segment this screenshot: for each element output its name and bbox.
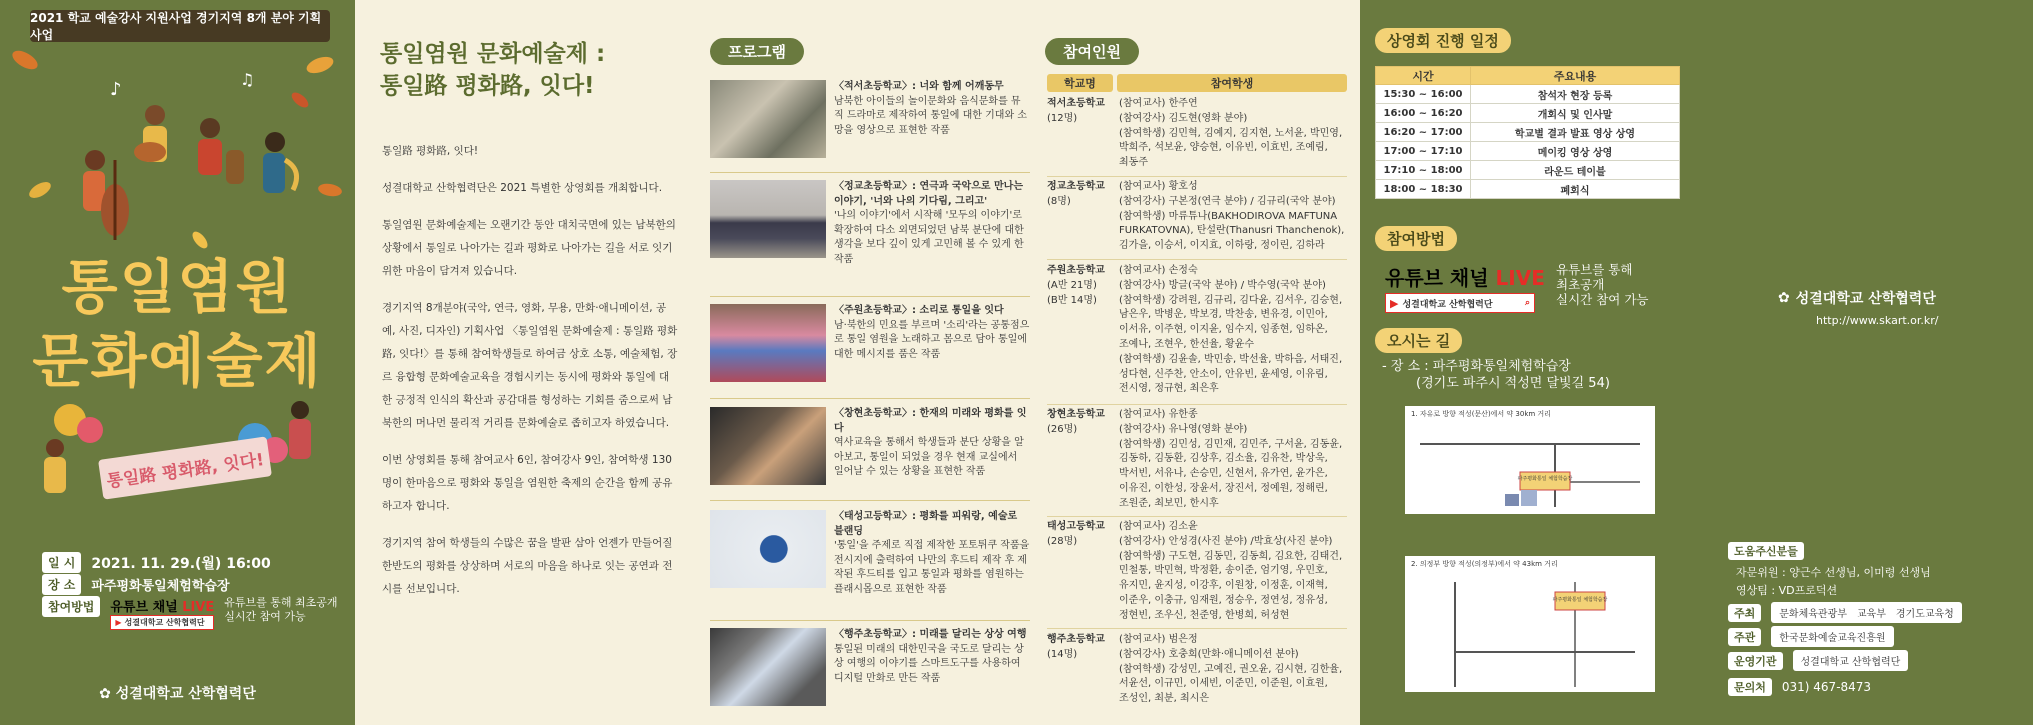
school-line: 조예나, 조현우, 한선율, 황윤수 [1119, 338, 1254, 350]
school-count: (A반 21명) (B반 14명) [1047, 279, 1097, 306]
school-line: 성다현, 신주찬, 안소이, 안유빈, 윤세영, 이유림, [1119, 368, 1328, 380]
cover-footer-text: 성결대학교 산학협력단 [115, 686, 256, 702]
intro-paragraph: 경기지역 참여 학생들의 수많은 꿈을 발판 삼아 언젠가 만들어질 한반도의 평화를 상상하며 서로의 마음을 하나로 잇는 공연과 전시를 선보입니다. [382, 537, 673, 595]
guitarist-figure [134, 105, 167, 162]
schedule-time: 15:30 ~ 16:00 [1376, 85, 1471, 104]
place-info [1382, 358, 1610, 392]
host-org: 교육부 [1856, 609, 1886, 620]
school-row [1047, 180, 1347, 254]
intro-title-line1: 통일염원 문화예술제 : [380, 41, 606, 67]
intro-title-line2: 통일路 평화路, 잇다! [380, 73, 595, 99]
help-label: 도움주신분들 [1728, 542, 1804, 560]
host-orgs [1771, 602, 1962, 623]
schedule-heading: 상영회 진행 일정 [1375, 28, 1511, 53]
contact-row [1728, 678, 1871, 696]
program-item [710, 407, 1030, 495]
map-caption: 2. 의정부 방향 적성(의정부)에서 약 43km 거리 [1411, 560, 1558, 568]
back-panel [1698, 0, 2033, 725]
contact-label: 문의처 [1728, 678, 1772, 696]
back-logo [1778, 288, 1936, 308]
school-line: (참여교사) 한주연 [1119, 98, 1198, 109]
music-note-icon: ♫ [240, 70, 255, 89]
school-line: 이준우, 이충규, 임재원, 정승우, 정연성, 정유성, [1119, 594, 1328, 606]
map-route-1 [1405, 406, 1655, 514]
school-line: 이서유, 이주현, 이지윤, 임수지, 임종현, 임하온, [1119, 324, 1328, 336]
school-name: 창현초등학교 [1047, 409, 1105, 420]
school-row [1047, 97, 1347, 171]
schedule-table [1375, 66, 1680, 199]
cover-banner: 2021 학교 예술강사 지원사업 경기지역 8개 분야 기획사업 [30, 10, 330, 42]
youtube-icon: ▶ [115, 618, 122, 627]
school-line: 이유진, 이한성, 장윤서, 장진서, 정예원, 정해린, [1119, 482, 1328, 494]
divider [710, 500, 1030, 501]
cover-title [0, 250, 355, 398]
school-line: (참여학생) 김민성, 김민재, 김민주, 구서윤, 김동윤, [1119, 438, 1343, 450]
program-item-head: 〈정교초등학교〉: 연극과 국악으로 만나는 이야기, '너와 나의 기다림, 그리고' [834, 181, 1024, 207]
operator-label: 운영기관 [1728, 652, 1783, 670]
school-line: 조성인, 최분, 최시은 [1119, 693, 1209, 705]
place-label: 장 소 [42, 574, 81, 595]
method-row [42, 596, 344, 630]
program-item-head: 〈행주초등학교〉: 미래를 달리는 상상 여행 [834, 629, 1027, 640]
program-item [710, 304, 1030, 392]
university-logo-icon: ✿ [99, 686, 111, 702]
youtube-block [110, 596, 214, 630]
school-line: 박희주, 석보윤, 양승현, 이유빈, 이효빈, 조예림, [1119, 142, 1328, 154]
date-row [42, 552, 271, 573]
program-photo [710, 304, 826, 382]
youtube-icon: ▶ [1390, 296, 1399, 310]
map-label: 파주평화통일 체험학습장 [1552, 597, 1608, 603]
program-item [710, 628, 1030, 716]
school-line: 정현빈, 조우신, 천준영, 한병희, 허성현 [1119, 609, 1290, 621]
school-line: 서윤선, 이규민, 이세빈, 이준민, 이준원, 이효원, [1119, 678, 1328, 690]
school-name: 적서초등학교 [1047, 98, 1105, 109]
schedule-row [1376, 161, 1680, 180]
host-row [1728, 602, 1962, 623]
youtube-live: LIVE [1495, 266, 1545, 290]
program-item [710, 180, 1030, 268]
schedule-row [1376, 123, 1680, 142]
school-line: 전시영, 정규현, 최은후 [1119, 383, 1219, 395]
contact-value: 031) 467-8473 [1781, 680, 1872, 694]
program-item [710, 510, 1030, 598]
divider [1047, 404, 1347, 405]
school-name: 행주초등학교 [1047, 634, 1105, 645]
divider [1047, 628, 1347, 629]
schedule-time: 17:00 ~ 17:10 [1376, 142, 1471, 161]
youtube-channel: 성결대학교 산학협력단 [124, 618, 205, 627]
divider [1047, 259, 1347, 260]
school-line: 김가을, 이승서, 이지효, 이하랑, 정이린, 김하라 [1119, 240, 1325, 252]
map-route-2 [1405, 556, 1655, 692]
schedule-row [1376, 104, 1680, 123]
date-label: 일 시 [42, 552, 81, 573]
school-line: (참여학생) 마류튜나(BAKHODIROVA MAFTUNA [1119, 210, 1338, 222]
program-item-head: 〈주원초등학교〉: 소리로 통일을 잇다 [834, 305, 1004, 316]
school-line: FURKATOVNA), 탄설란(Thanusri Thanchenok), [1119, 225, 1345, 237]
youtube-search[interactable] [1385, 293, 1535, 313]
operator-row [1728, 650, 1908, 671]
school-row [1047, 408, 1347, 512]
date-value: 2021. 11. 29.(월) 16:00 [91, 555, 271, 572]
school-count: (28명) [1047, 535, 1078, 547]
intro-paragraph: 통일염원 문화예술제는 오랜기간 동안 대치국면에 있는 남북한의 상황에서 통일로 나아가는 길과 평화로 나아가는 길을 서로 잇기 위한 마음이 담겨져 있습니다. [382, 219, 676, 277]
intro-panel [355, 0, 695, 725]
intro-paragraph: 경기지역 8개분야(국악, 연극, 영화, 무용, 만화·애니메이션, 공예, 사진, 디자인) 기획사업 〈통일염원 문화예술제 : 통일路 평화路, 잇다!〉를 통해 참여학생들로 하여금 상호 소통, 예술체험, 장르 융합형 문화예술교육을 경험시키는 동시에 평화와 통일에 대한 긍정적 인식의 확산과 공감대를 형성하는 기회를 줌으로써 남북한의 머나먼 물리적 거리를 문화예술로 좁히고자 하였습니다. [382, 302, 678, 429]
school-line: (참여강사) 방글(국악 분야) / 박수영(국악 분야) [1119, 279, 1326, 291]
school-count: (26명) [1047, 423, 1078, 435]
schedule-time: 18:00 ~ 18:30 [1376, 180, 1471, 199]
help-line: 자문위원 : 양근수 선생님, 이미령 선생님 [1736, 566, 1931, 579]
program-item-body: 남·북한의 민요를 부르며 '소리'라는 공통점으로 통일 염원을 노래하고 몸으로 담아 통일에 대한 메시지를 품은 작품 [834, 319, 1030, 360]
method-label: 참여방법 [42, 596, 100, 617]
school-line: (참여학생) 강성민, 고예진, 권오윤, 김시현, 김한율, [1119, 663, 1343, 675]
program-photo [710, 80, 826, 158]
school-line: 유지민, 윤지성, 이강후, 이원창, 이정훈, 이재혁, [1119, 580, 1328, 592]
school-line: (참여학생) 김윤솔, 박민송, 박선율, 박하음, 서태진, [1119, 353, 1343, 365]
youtube-live: LIVE [182, 600, 215, 615]
schedule-content: 참석자 현장 등록 [1471, 85, 1680, 104]
program-item-body: '나의 이야기'에서 시작해 '모두의 이야기'로 확장하여 다소 외면되었던 남북 분단에 대한 생각을 보다 깊이 있게 고민해 볼 수 있게 한 작품 [834, 210, 1024, 265]
school-line: (참여교사) 유한종 [1119, 409, 1198, 420]
program-photo [710, 407, 826, 485]
school-line: (참여학생) 강려원, 김규리, 김다윤, 김서우, 김승현, [1119, 294, 1343, 306]
program-item-body: 통일된 미래의 대한민국을 국도로 달리는 상상 여행의 이야기를 스마트도구를 사용하여 디지털 만화로 만든 작품 [834, 643, 1024, 684]
school-count: (14명) [1047, 648, 1078, 660]
saxophonist-figure [263, 132, 297, 193]
route-map-2 [1405, 572, 1655, 692]
school-line: 조원준, 최보민, 한시후 [1119, 497, 1219, 509]
bassist-figure [83, 150, 129, 240]
back-logo-text: 성결대학교 산학협력단 [1795, 291, 1936, 307]
school-line: (참여교사) 황호성 [1119, 181, 1198, 192]
school-count: (8명) [1047, 195, 1071, 207]
schedule-content: 개회식 및 인사말 [1471, 104, 1680, 123]
school-line: (참여학생) 구도현, 김동민, 김동희, 김요한, 김태건, [1119, 550, 1343, 562]
program-panel [695, 0, 1035, 725]
cover-title-line1: 통일염원 [61, 253, 294, 321]
cover-title-line2: 문화예술제 [32, 327, 323, 395]
school-line: (참여강사) 호충희(만화·애니메이션 분야) [1119, 648, 1299, 660]
intro-title [380, 38, 605, 102]
school-line: (참여교사) 범은정 [1119, 634, 1198, 645]
place-line: (경기도 파주시 적성면 달빛길 54) [1416, 376, 1610, 391]
intro-paragraph: 이번 상영회를 통해 참여교사 6인, 참여강사 9인, 참여학생 130명이 한마음으로 평화와 통일을 염원한 축제의 순간을 함께 공유하고자 합니다. [382, 454, 673, 512]
cover-panel [0, 0, 355, 725]
help-line: 영상팀 : VD프로덕션 [1736, 584, 1838, 597]
divider [710, 296, 1030, 297]
organizer-org: 한국문화예술교육진흥원 [1771, 626, 1893, 647]
organizer-label: 주관 [1728, 628, 1761, 646]
method-heading: 참여방법 [1375, 226, 1457, 251]
map-caption: 1. 자유로 방향 적성(문산)에서 약 30km 거리 [1411, 410, 1551, 418]
schedule-content: 라운드 테이블 [1471, 161, 1680, 180]
program-item-body: 남북한 아이들의 놀이문화와 음식문화를 뮤직 드라마로 제작하여 통일에 대한 기대와 소망을 영상으로 표현한 작품 [834, 95, 1027, 136]
participants-heading: 참여인원 [1045, 38, 1139, 65]
school-count: (12명) [1047, 112, 1078, 124]
website-link[interactable]: http://www.skart.or.kr/ [1816, 314, 1939, 327]
divider [1047, 516, 1347, 517]
leaf [27, 179, 54, 201]
school-line: (참여강사) 유나영(영화 분야) [1119, 423, 1248, 435]
program-item [710, 80, 1030, 168]
musicians-illustration [0, 40, 355, 280]
school-name: 주원초등학교 [1047, 265, 1105, 276]
divider [1047, 176, 1347, 177]
school-line: (참여강사) 안성경(사진 분야) /박효상(사진 분야) [1119, 535, 1333, 547]
youtube-block [1385, 262, 1545, 313]
cover-footer [0, 683, 355, 703]
leaf [289, 90, 311, 111]
music-note-icon: ♪ [110, 79, 122, 100]
leaf [304, 54, 335, 77]
program-heading: 프로그램 [710, 38, 804, 65]
youtube-channel: 성결대학교 산학협력단 [1402, 299, 1493, 310]
youtube-description [1556, 262, 1648, 307]
operator-org: 성결대학교 산학협력단 [1793, 650, 1909, 671]
place-row [42, 574, 230, 595]
school-line: 최동주 [1119, 157, 1148, 169]
col-students-header: 참여학생 [1117, 74, 1347, 92]
schedule-content: 메이킹 영상 상영 [1471, 142, 1680, 161]
schedule-content: 폐회식 [1471, 180, 1680, 199]
youtube-desc-line: 실시간 참여 가능 [1556, 292, 1649, 307]
intro-paragraph: 성결대학교 산학협력단은 2021 특별한 상영회를 개최합니다. [382, 182, 663, 194]
place-heading: 오시는 길 [1375, 328, 1462, 353]
program-photo [710, 510, 826, 588]
balloon [77, 417, 103, 443]
youtube-text: 유튜브 채널 [1385, 266, 1489, 290]
divider [710, 398, 1030, 399]
intro-paragraph: 통일路 평화路, 잇다! [382, 145, 479, 157]
program-item-head: 〈적서초등학교〉: 너와 함께 어깨동무 [834, 81, 1004, 92]
leaf [317, 182, 343, 198]
university-logo-icon: ✿ [1778, 290, 1790, 306]
school-name: 정교초등학교 [1047, 181, 1105, 192]
school-line: (참여교사) 손정숙 [1119, 265, 1198, 276]
school-row [1047, 520, 1347, 624]
host-org: 문화체육관광부 [1779, 609, 1847, 620]
place-value: 파주평화통일체험학습장 [91, 579, 230, 594]
youtube-desc-line: 유튜브를 통해 [1556, 262, 1633, 277]
divider [710, 172, 1030, 173]
schedule-row [1376, 180, 1680, 199]
method-desc: 유튜브를 통해 최초공개 실시간 참여 가능 [224, 596, 338, 623]
school-line: 김동하, 김동환, 김상후, 김소율, 김유찬, 박상욱, [1119, 453, 1328, 465]
drummer-figure [198, 118, 244, 184]
school-row [1047, 633, 1347, 707]
program-item-body: '통일'을 주제로 직접 제작한 포토튀쿠 작품을 전시지에 출력하여 나만의 후드티 제작 후 제작된 후드티를 입고 통일과 평화를 염원하는 플래시몹으로 표현한 작품 [834, 540, 1030, 595]
col-content-header: 주요내용 [1471, 67, 1680, 85]
schedule-row [1376, 142, 1680, 161]
youtube-desc-line: 최초공개 [1556, 277, 1605, 292]
schedule-time: 16:00 ~ 16:20 [1376, 104, 1471, 123]
organizer-row [1728, 626, 1894, 647]
program-item-head: 〈창현초등학교〉: 한재의 미래와 평화를 잇다 [834, 408, 1027, 434]
host-org: 경기도교육청 [1895, 609, 1954, 620]
col-school-header: 학교명 [1047, 74, 1113, 92]
program-photo [710, 628, 826, 706]
program-photo [710, 180, 826, 258]
schedule-content: 학교별 결과 발표 영상 상영 [1471, 123, 1680, 142]
program-item-body: 역사교육을 통해서 학생들과 분단 상황을 알아보고, 통일이 되었을 경우 현재 교실에서 일어날 수 있는 상황을 표현한 작품 [834, 437, 1024, 477]
place-line: - 장 소 : 파주평화통일체험학습장 [1382, 359, 1571, 374]
school-line: (참여강사) 구본정(연극 분야) / 김규리(국악 분야) [1119, 195, 1336, 207]
route-map-1 [1405, 422, 1655, 512]
cover-ribbon: 통일路 평화路, 잇다! [98, 436, 272, 499]
col-time-header: 시간 [1376, 67, 1471, 85]
map-label: 파주평화통일 체험학습장 [1517, 476, 1573, 482]
participants-panel [1035, 0, 1360, 725]
school-row [1047, 264, 1347, 397]
schedule-panel [1360, 0, 1698, 725]
host-label: 주최 [1728, 604, 1761, 622]
credits [1728, 540, 1931, 598]
schedule-time: 16:20 ~ 17:00 [1376, 123, 1471, 142]
school-line: (참여학생) 김민혁, 김예지, 김지현, 노서윤, 박민영, [1119, 127, 1343, 139]
leaf [9, 47, 40, 73]
program-item-head: 〈태성고등학교〉: 평화를 피워랑, 예술로 블랜딩 [834, 511, 1018, 537]
school-name: 태성고등학교 [1047, 521, 1105, 532]
school-line: 박서빈, 서유나, 손승민, 신현서, 유가연, 윤가은, [1119, 468, 1328, 480]
school-line: (참여강사) 김도현(영화 분야) [1119, 112, 1248, 124]
school-line: (참여교사) 김소윤 [1119, 521, 1198, 532]
school-line: 민철통, 박민혁, 박정환, 송이준, 엄기영, 우민호, [1119, 565, 1328, 577]
search-icon: ⌕ [1524, 298, 1530, 308]
schedule-row [1376, 85, 1680, 104]
leaf [190, 229, 211, 251]
youtube-text: 유튜브 채널 [110, 600, 178, 615]
school-line: 남은우, 박병운, 박보경, 박찬송, 변유경, 이민아, [1119, 309, 1328, 321]
schedule-time: 17:10 ~ 18:00 [1376, 161, 1471, 180]
intro-body [382, 140, 678, 615]
divider [710, 620, 1030, 621]
